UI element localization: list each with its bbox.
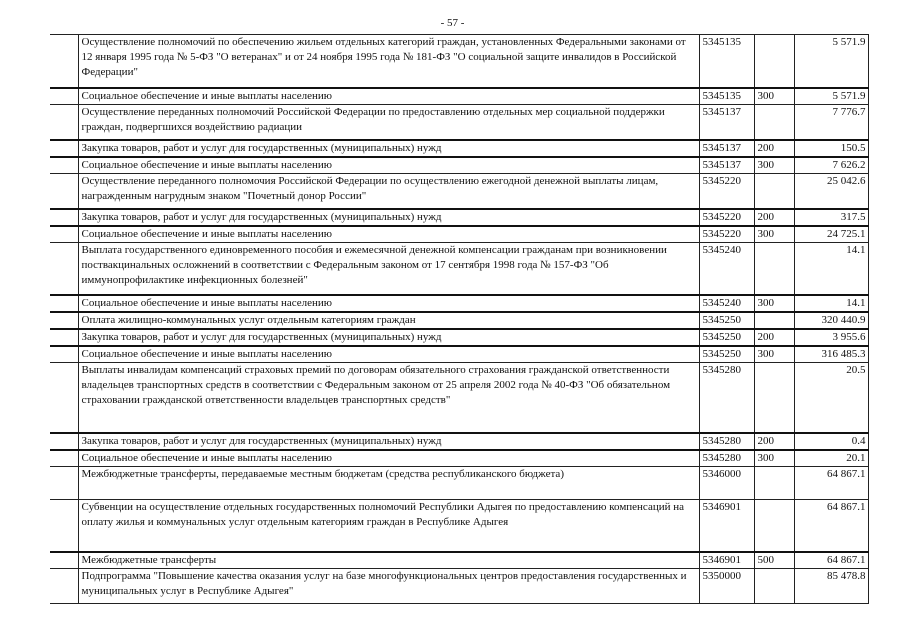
expense-type (754, 500, 794, 552)
item-name: Межбюджетные трансферты, передаваемые местным бюджетам (средства республиканского бюджета) (78, 467, 699, 500)
target-code: 5345250 (699, 346, 754, 363)
target-code: 5345220 (699, 226, 754, 243)
amount: 3 955.6 (794, 329, 868, 346)
amount: 150.5 (794, 140, 868, 157)
blank-cell (50, 105, 78, 140)
target-code: 5345137 (699, 140, 754, 157)
target-code: 5345280 (699, 433, 754, 450)
target-code: 5346901 (699, 500, 754, 552)
amount: 317.5 (794, 209, 868, 226)
target-code: 5345240 (699, 243, 754, 295)
target-code: 5345137 (699, 105, 754, 140)
expense-type (754, 312, 794, 329)
amount: 0.4 (794, 433, 868, 450)
expense-type: 500 (754, 552, 794, 569)
item-name: Осуществление полномочий по обеспечению жильем отдельных категорий граждан, установленных Федеральными законами от 12 января 1995 года № 5-ФЗ "О ветеранах" и от 24 ноября 1995 года № 181-ФЗ "О социальной защите инвалидов в Российской Федерации" (78, 35, 699, 88)
table-row (50, 174, 868, 209)
blank-cell (50, 467, 78, 500)
table-row (50, 243, 868, 295)
amount: 20.1 (794, 450, 868, 467)
blank-cell (50, 346, 78, 363)
table-row (50, 433, 868, 450)
expense-type (754, 105, 794, 140)
target-code: 5345250 (699, 312, 754, 329)
expense-type: 300 (754, 88, 794, 105)
blank-cell (50, 157, 78, 174)
target-code: 5350000 (699, 569, 754, 604)
target-code: 5345220 (699, 174, 754, 209)
blank-cell (50, 312, 78, 329)
amount: 316 485.3 (794, 346, 868, 363)
target-code: 5345280 (699, 450, 754, 467)
table-row (50, 88, 868, 105)
budget-table (50, 34, 869, 604)
expense-type: 300 (754, 346, 794, 363)
item-name: Закупка товаров, работ и услуг для государственных (муниципальных) нужд (78, 329, 699, 346)
amount: 85 478.8 (794, 569, 868, 604)
amount: 14.1 (794, 295, 868, 312)
target-code: 5346000 (699, 467, 754, 500)
amount: 14.1 (794, 243, 868, 295)
table-row (50, 312, 868, 329)
item-name: Осуществление переданных полномочий Российской Федерации по предоставлению отдельных мер социальной поддержки граждан, подвергшихся воздействию радиации (78, 105, 699, 140)
blank-cell (50, 329, 78, 346)
item-name: Закупка товаров, работ и услуг для государственных (муниципальных) нужд (78, 433, 699, 450)
item-name: Осуществление переданного полномочия Российской Федерации по осуществлению ежегодной денежной выплаты лицам, награжденным нагрудным знаком "Почетный донор России" (78, 174, 699, 209)
expense-type (754, 35, 794, 88)
amount: 7 776.7 (794, 105, 868, 140)
table-row (50, 569, 868, 604)
expense-type: 300 (754, 226, 794, 243)
item-name: Оплата жилищно-коммунальных услуг отдельным категориям граждан (78, 312, 699, 329)
expense-type: 200 (754, 140, 794, 157)
blank-cell (50, 209, 78, 226)
blank-cell (50, 243, 78, 295)
table-row (50, 450, 868, 467)
target-code: 5345137 (699, 157, 754, 174)
table-row (50, 363, 868, 433)
amount: 5 571.9 (794, 88, 868, 105)
blank-cell (50, 174, 78, 209)
blank-cell (50, 226, 78, 243)
expense-type (754, 467, 794, 500)
item-name: Социальное обеспечение и иные выплаты населению (78, 88, 699, 105)
amount: 64 867.1 (794, 500, 868, 552)
target-code: 5345135 (699, 88, 754, 105)
amount: 7 626.2 (794, 157, 868, 174)
target-code: 5345135 (699, 35, 754, 88)
amount: 20.5 (794, 363, 868, 433)
item-name: Социальное обеспечение и иные выплаты населению (78, 450, 699, 467)
expense-type: 200 (754, 329, 794, 346)
blank-cell (50, 450, 78, 467)
item-name: Подпрограмма "Повышение качества оказания услуг на базе многофункциональных центров предоставления государственных и муниципальных услуг в Республике Адыгея" (78, 569, 699, 604)
blank-cell (50, 363, 78, 433)
item-name: Субвенции на осуществление отдельных государственных полномочий Республики Адыгея по предоставлению компенсаций на оплату жилья и коммунальных услуг отдельным категориям граждан в Республике Адыгея (78, 500, 699, 552)
expense-type (754, 243, 794, 295)
amount: 5 571.9 (794, 35, 868, 88)
expense-type: 300 (754, 450, 794, 467)
target-code: 5345250 (699, 329, 754, 346)
item-name: Межбюджетные трансферты (78, 552, 699, 569)
expense-type: 200 (754, 209, 794, 226)
target-code: 5345240 (699, 295, 754, 312)
target-code: 5346901 (699, 552, 754, 569)
table-row (50, 140, 868, 157)
page-number: - 57 - (440, 17, 465, 29)
amount: 24 725.1 (794, 226, 868, 243)
blank-cell (50, 433, 78, 450)
blank-cell (50, 552, 78, 569)
expense-type: 300 (754, 295, 794, 312)
item-name: Выплата государственного единовременного пособия и ежемесячной денежной компенсации гражданам при возникновении поствакцинальных осложнений в соответствии с Федеральным законом от 17 сентября 1998 года № 157-ФЗ "Об иммунопрофилактике инфекционных болезней" (78, 243, 699, 295)
table-row (50, 35, 868, 88)
blank-cell (50, 35, 78, 88)
item-name: Социальное обеспечение и иные выплаты населению (78, 295, 699, 312)
item-name: Закупка товаров, работ и услуг для государственных (муниципальных) нужд (78, 140, 699, 157)
table-row (50, 157, 868, 174)
blank-cell (50, 88, 78, 105)
item-name: Социальное обеспечение и иные выплаты населению (78, 346, 699, 363)
table-row (50, 329, 868, 346)
target-code: 5345280 (699, 363, 754, 433)
target-code: 5345220 (699, 209, 754, 226)
item-name: Социальное обеспечение и иные выплаты населению (78, 226, 699, 243)
expense-type (754, 174, 794, 209)
blank-cell (50, 140, 78, 157)
expense-type: 200 (754, 433, 794, 450)
expense-type: 300 (754, 157, 794, 174)
table-row (50, 209, 868, 226)
amount: 64 867.1 (794, 552, 868, 569)
table-row (50, 295, 868, 312)
table-row (50, 226, 868, 243)
table-row (50, 467, 868, 500)
blank-cell (50, 569, 78, 604)
expense-type (754, 569, 794, 604)
blank-cell (50, 500, 78, 552)
table-row (50, 105, 868, 140)
amount: 25 042.6 (794, 174, 868, 209)
item-name: Социальное обеспечение и иные выплаты населению (78, 157, 699, 174)
item-name: Выплаты инвалидам компенсаций страховых премий по договорам обязательного страхования гражданской ответственности владельцев транспортных средств в соответствии с Федеральным законом от 25 апреля 2002 года № 40-ФЗ "Об обязательном страховании гражданской ответственности владельцев транспортных средств" (78, 363, 699, 433)
amount: 64 867.1 (794, 467, 868, 500)
table-row (50, 552, 868, 569)
expense-type (754, 363, 794, 433)
blank-cell (50, 295, 78, 312)
table-row (50, 346, 868, 363)
item-name: Закупка товаров, работ и услуг для государственных (муниципальных) нужд (78, 209, 699, 226)
table-row (50, 500, 868, 552)
amount: 320 440.9 (794, 312, 868, 329)
